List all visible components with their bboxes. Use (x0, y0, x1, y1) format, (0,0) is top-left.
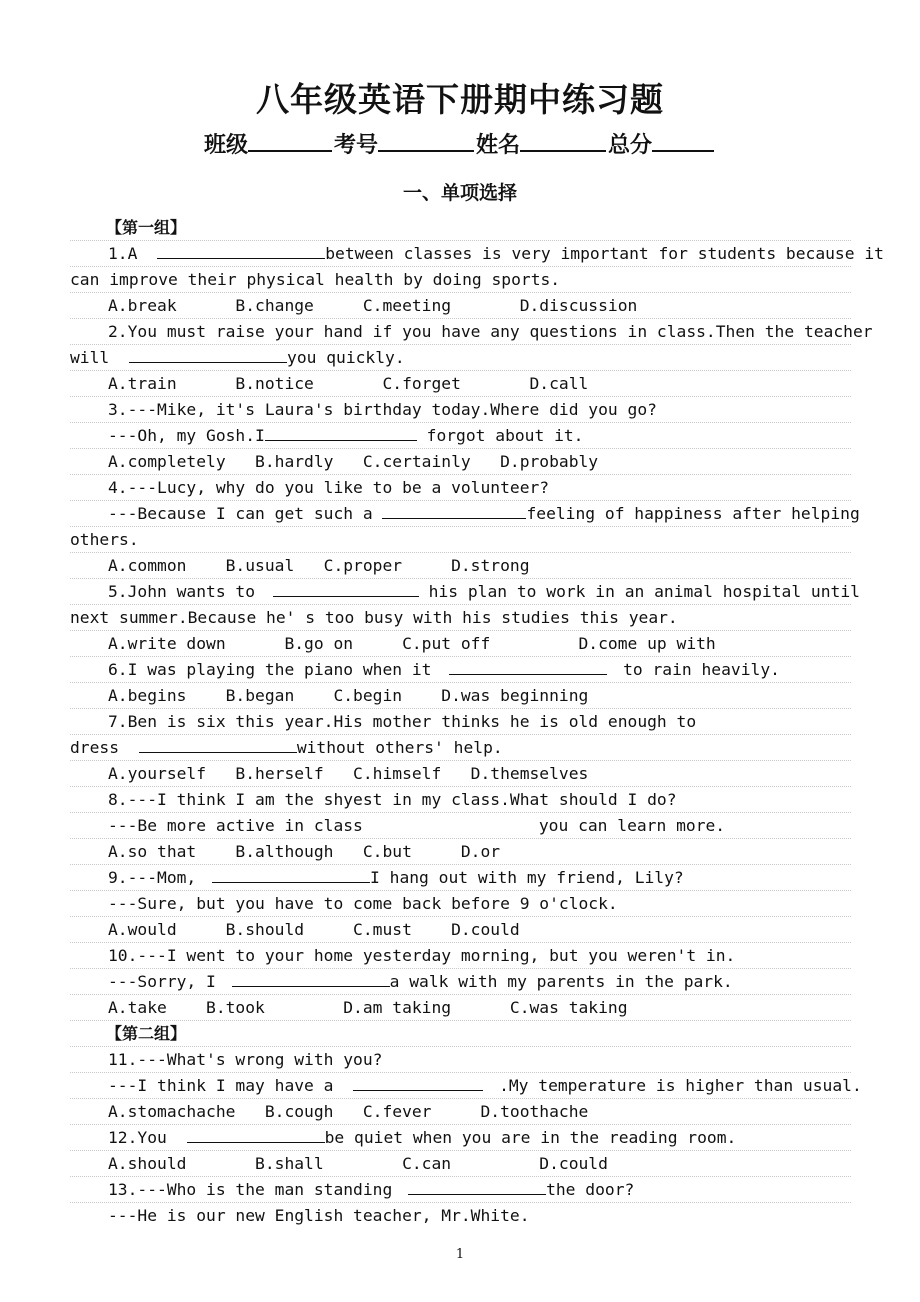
question-9: 9.---Mom, I hang out with my friend, Lily? (70, 865, 851, 891)
number-blank[interactable] (378, 130, 474, 152)
question-7-options: A.yourself B.herself C.himself D.themselves (70, 761, 851, 787)
question-5: 5.John wants to his plan to work in an animal hospital until (70, 579, 851, 605)
question-1-cont: can improve their physical health by doing sports. (70, 267, 851, 293)
question-4-cont2: others. (70, 527, 851, 553)
answer-blank[interactable] (157, 243, 325, 259)
answer-blank[interactable] (353, 1075, 483, 1091)
question-1: 1.A between classes is very important for students because it (70, 241, 851, 267)
score-label: 总分 (608, 133, 653, 158)
answer-blank[interactable] (265, 425, 417, 441)
question-6: 6.I was playing the piano when it to rain heavily. (70, 657, 851, 683)
section-heading: 一、单项选择 (402, 182, 517, 204)
question-3-options: A.completely B.hardly C.certainly D.probably (70, 449, 851, 475)
student-info-line (0, 128, 920, 159)
document-title: 八年级英语下册期中练习题 (256, 80, 664, 119)
question-2: 2.You must raise your hand if you have any questions in class.Then the teacher (70, 319, 851, 345)
question-4-cont: ---Because I can get such a feeling of happiness after helping (70, 501, 851, 527)
question-4: 4.---Lucy, why do you like to be a volunteer? (70, 475, 851, 501)
question-10: 10.---I went to your home yesterday morning, but you weren't in. (70, 943, 851, 969)
question-13-cont: ---He is our new English teacher, Mr.White. (108, 1206, 530, 1225)
score-blank[interactable] (652, 130, 714, 152)
question-10-options: A.take B.took D.am taking C.was taking (70, 995, 851, 1021)
question-8-cont: ---Be more active in class you can learn more. (70, 813, 851, 839)
question-7-cont: dress without others' help. (70, 735, 851, 761)
number-label: 考号 (333, 133, 378, 158)
question-11: 11.---What's wrong with you? (70, 1047, 851, 1073)
question-1-options: A.break B.change C.meeting D.discussion (70, 293, 851, 319)
question-13: 13.---Who is the man standing the door? (70, 1177, 851, 1203)
question-7: 7.Ben is six this year.His mother thinks he is old enough to (70, 709, 851, 735)
question-11-options: A.stomachache B.cough C.fever D.toothache (70, 1099, 851, 1125)
question-8: 8.---I think I am the shyest in my class.What should I do? (70, 787, 851, 813)
question-10-cont: ---Sorry, I a walk with my parents in the park. (70, 969, 851, 995)
question-11-cont: ---I think I may have a .My temperature is higher than usual. (70, 1073, 851, 1099)
question-12: 12.You be quiet when you are in the reading room. (70, 1125, 851, 1151)
answer-blank[interactable] (232, 971, 390, 987)
class-label: 班级 (203, 133, 248, 158)
group-1-heading: 【第一组】 (70, 215, 851, 241)
question-4-options: A.common B.usual C.proper D.strong (70, 553, 851, 579)
question-5-cont: next summer.Because he' s too busy with his studies this year. (70, 605, 851, 631)
class-blank[interactable] (248, 130, 332, 152)
answer-blank[interactable] (187, 1127, 325, 1143)
answer-blank[interactable] (273, 581, 419, 597)
question-2-options: A.train B.notice C.forget D.call (70, 371, 851, 397)
question-9-options: A.would B.should C.must D.could (70, 917, 851, 943)
group-2-heading: 【第二组】 (70, 1021, 851, 1047)
question-3: 3.---Mike, it's Laura's birthday today.Where did you go? (70, 397, 851, 423)
name-blank[interactable] (520, 130, 606, 152)
answer-blank[interactable] (449, 659, 607, 675)
question-8-options: A.so that B.although C.but D.or (70, 839, 851, 865)
page-number: 1 (455, 1247, 465, 1262)
answer-blank[interactable] (139, 737, 297, 753)
question-12-options: A.should B.shall C.can D.could (70, 1151, 851, 1177)
question-6-options: A.begins B.began C.begin D.was beginning (70, 683, 851, 709)
answer-blank[interactable] (408, 1179, 546, 1195)
question-9-cont: ---Sure, but you have to come back before 9 o'clock. (70, 891, 851, 917)
question-2-cont: will you quickly. (70, 345, 851, 371)
answer-blank[interactable] (382, 503, 526, 519)
answer-blank[interactable] (129, 347, 287, 363)
answer-blank[interactable] (212, 867, 370, 883)
question-5-options: A.write down B.go on C.put off D.come up with (70, 631, 851, 657)
question-3-cont: ---Oh, my Gosh.I forgot about it. (70, 423, 851, 449)
name-label: 姓名 (476, 133, 521, 158)
